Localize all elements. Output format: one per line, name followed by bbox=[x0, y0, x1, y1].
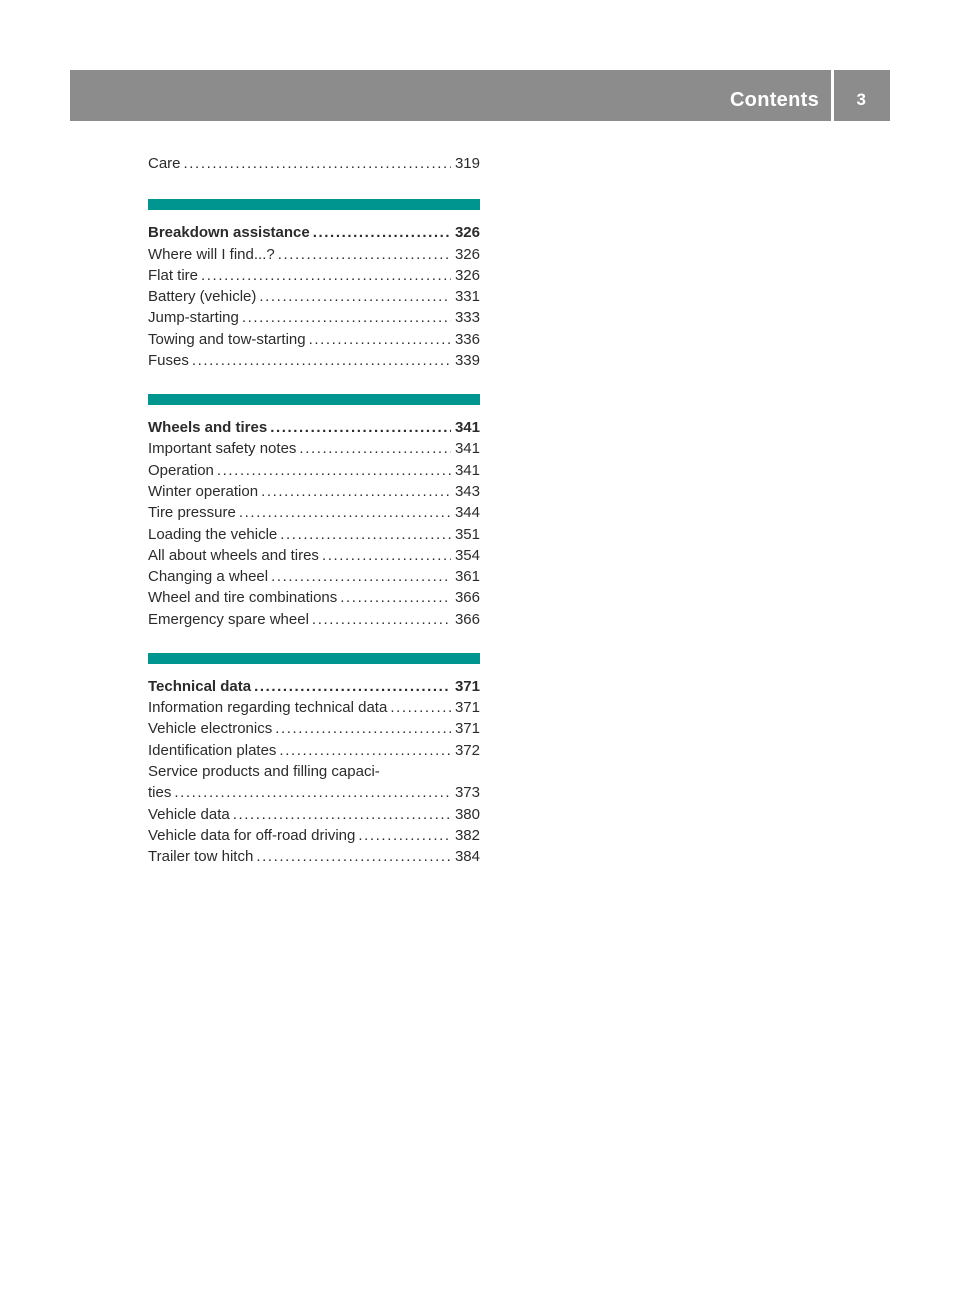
toc-entry-page: 366 bbox=[454, 610, 480, 628]
toc-section-title: Technical data bbox=[148, 677, 252, 695]
toc-entry-page: 371 bbox=[454, 720, 480, 738]
toc-entry-page: 354 bbox=[454, 546, 480, 564]
toc-entry-page: 336 bbox=[454, 330, 480, 348]
toc-entry[interactable] bbox=[148, 328, 480, 349]
toc-section-page: 371 bbox=[454, 677, 480, 695]
toc-section-title: Wheels and tires bbox=[148, 419, 268, 437]
dot-leader bbox=[280, 524, 451, 545]
dot-leader bbox=[259, 286, 451, 307]
toc-entry[interactable] bbox=[148, 438, 480, 459]
dot-leader bbox=[201, 265, 451, 286]
toc-entry-title: Information regarding technical data bbox=[148, 699, 388, 717]
toc-entry-title: Identification plates bbox=[148, 741, 277, 759]
toc-entry-title: Care bbox=[148, 155, 181, 173]
toc-entry[interactable] bbox=[148, 739, 480, 760]
toc-entry-page: 326 bbox=[454, 245, 480, 263]
page-header bbox=[70, 70, 890, 121]
toc-entry[interactable] bbox=[148, 587, 480, 608]
dot-leader bbox=[358, 825, 451, 846]
toc-section-breakdown-assistance[interactable] bbox=[148, 221, 480, 243]
toc-entry[interactable] bbox=[148, 523, 480, 544]
toc-entry[interactable] bbox=[148, 846, 480, 867]
toc-entry-page: 344 bbox=[454, 504, 480, 522]
dot-leader bbox=[279, 740, 451, 761]
toc-entry[interactable] bbox=[148, 350, 480, 371]
dot-leader bbox=[242, 307, 451, 328]
toc-entry-page: 341 bbox=[454, 440, 480, 458]
dot-leader bbox=[184, 153, 451, 174]
table-of-contents bbox=[148, 153, 480, 867]
toc-entry-page: 373 bbox=[454, 784, 480, 802]
section-bar bbox=[148, 653, 480, 664]
toc-entry-page: 366 bbox=[454, 589, 480, 607]
dot-leader bbox=[390, 697, 451, 718]
toc-entry-title: Tire pressure bbox=[148, 504, 236, 522]
section-bar bbox=[148, 394, 480, 405]
toc-entry[interactable] bbox=[148, 825, 480, 846]
toc-entry[interactable] bbox=[148, 782, 480, 803]
toc-section-technical-data[interactable] bbox=[148, 675, 480, 697]
toc-entry[interactable] bbox=[148, 608, 480, 629]
toc-entry-page: 331 bbox=[454, 288, 480, 306]
toc-entry-page: 319 bbox=[454, 155, 480, 173]
toc-entry-title: Fuses bbox=[148, 352, 189, 370]
toc-entry-page: 351 bbox=[454, 525, 480, 543]
toc-section-wheels-and-tires[interactable] bbox=[148, 416, 480, 438]
dot-leader bbox=[313, 222, 451, 243]
toc-entry-page: 341 bbox=[454, 461, 480, 479]
dot-leader bbox=[233, 804, 451, 825]
toc-entry-title: Flat tire bbox=[148, 266, 199, 284]
toc-entry-title: Winter operation bbox=[148, 482, 259, 500]
toc-entry-page: 343 bbox=[454, 482, 480, 500]
toc-section-title: Breakdown assistance bbox=[148, 224, 310, 242]
dot-leader bbox=[239, 502, 451, 523]
toc-entry[interactable] bbox=[148, 803, 480, 824]
dot-leader bbox=[254, 676, 451, 697]
dot-leader bbox=[217, 460, 451, 481]
toc-entry-care[interactable] bbox=[148, 153, 480, 174]
header-title: Contents bbox=[729, 89, 819, 111]
toc-entry-page: 326 bbox=[454, 266, 480, 284]
toc-entry-page: 361 bbox=[454, 568, 480, 586]
toc-entry-page: 372 bbox=[454, 741, 480, 759]
toc-entry[interactable] bbox=[148, 566, 480, 587]
dot-leader bbox=[174, 782, 451, 803]
toc-entry-title: All about wheels and tires bbox=[148, 546, 319, 564]
toc-entry[interactable] bbox=[148, 243, 480, 264]
dot-leader bbox=[271, 566, 451, 587]
toc-entry[interactable] bbox=[148, 545, 480, 566]
dot-leader bbox=[299, 438, 451, 459]
dot-leader bbox=[322, 545, 451, 566]
toc-section-page: 341 bbox=[454, 419, 480, 437]
toc-entry-page: 333 bbox=[454, 309, 480, 327]
toc-entry-title: Wheel and tire combinations bbox=[148, 589, 338, 607]
toc-entry-title: Trailer tow hitch bbox=[148, 848, 254, 866]
toc-entry-title: Vehicle electronics bbox=[148, 720, 273, 738]
toc-entry-title: Vehicle data bbox=[148, 805, 230, 823]
dot-leader bbox=[309, 329, 451, 350]
dot-leader bbox=[312, 609, 451, 630]
toc-entry[interactable] bbox=[148, 286, 480, 307]
dot-leader bbox=[256, 846, 451, 867]
toc-section-page: 326 bbox=[454, 224, 480, 242]
toc-entry-title: Loading the vehicle bbox=[148, 525, 278, 543]
toc-entry-page: 384 bbox=[454, 848, 480, 866]
toc-entry-page: 339 bbox=[454, 352, 480, 370]
toc-entry-title: Battery (vehicle) bbox=[148, 288, 257, 306]
toc-entry-page: 382 bbox=[454, 826, 480, 844]
dot-leader bbox=[270, 417, 451, 438]
dot-leader bbox=[192, 350, 451, 371]
toc-entry-title: Changing a wheel bbox=[148, 568, 269, 586]
dot-leader bbox=[261, 481, 451, 502]
toc-entry[interactable] bbox=[148, 265, 480, 286]
toc-entry[interactable] bbox=[148, 459, 480, 480]
section-bar bbox=[148, 199, 480, 210]
dot-leader bbox=[340, 587, 451, 608]
toc-entry-title: Jump-starting bbox=[148, 309, 239, 327]
toc-entry[interactable] bbox=[148, 481, 480, 502]
toc-entry-title: Operation bbox=[148, 461, 214, 479]
toc-entry-title: ties bbox=[148, 784, 172, 802]
toc-entry-title: Important safety notes bbox=[148, 440, 297, 458]
dot-leader bbox=[275, 718, 451, 739]
toc-entry-page: 380 bbox=[454, 805, 480, 823]
header-divider bbox=[831, 70, 834, 121]
dot-leader bbox=[278, 244, 451, 265]
toc-entry-title: Emergency spare wheel bbox=[148, 610, 309, 628]
toc-entry-title: Where will I find...? bbox=[148, 245, 275, 263]
toc-entry[interactable] bbox=[148, 761, 480, 782]
header-page-number: 3 bbox=[856, 90, 866, 109]
toc-entry[interactable] bbox=[148, 718, 480, 739]
toc-entry-title: Service products and filling capaci- bbox=[148, 762, 380, 780]
toc-entry-title: Towing and tow-starting bbox=[148, 330, 306, 348]
toc-entry[interactable] bbox=[148, 307, 480, 328]
toc-entry[interactable] bbox=[148, 697, 480, 718]
toc-entry-title: Vehicle data for off-road driving bbox=[148, 826, 356, 844]
toc-entry[interactable] bbox=[148, 502, 480, 523]
toc-entry-page: 371 bbox=[454, 699, 480, 717]
